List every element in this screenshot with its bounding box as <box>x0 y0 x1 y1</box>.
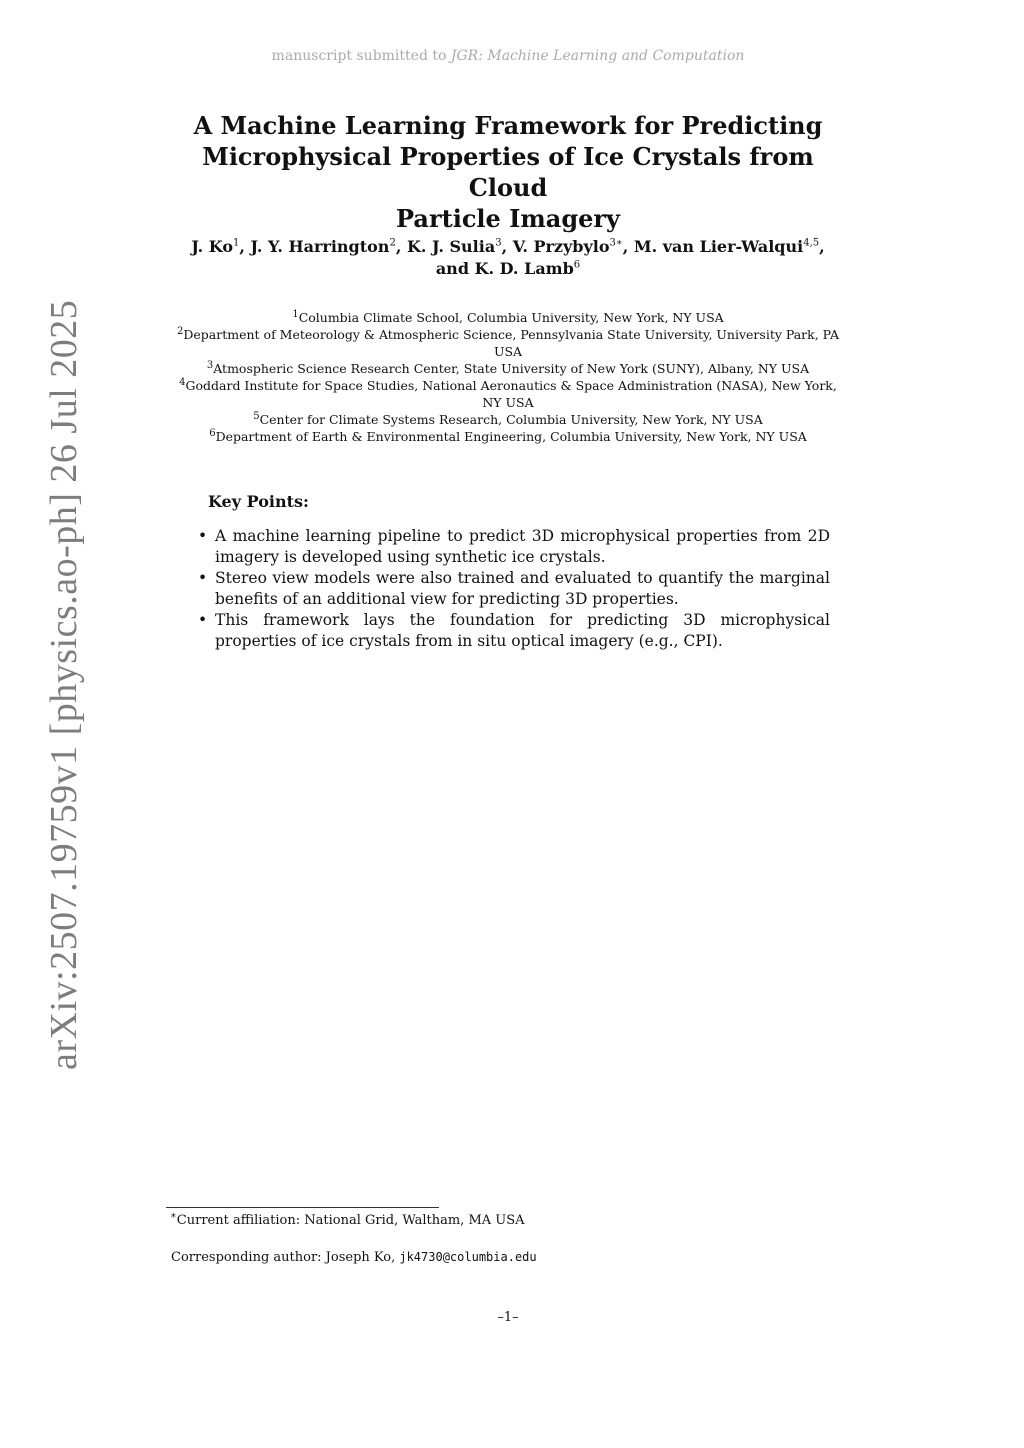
affiliation-mark: 1 <box>292 308 299 320</box>
affiliation-mark: 6 <box>209 427 216 439</box>
author-separator: , <box>819 237 825 256</box>
author-name: and K. D. Lamb <box>435 259 574 278</box>
page-number: –1– <box>497 1310 519 1325</box>
affiliation <box>160 343 856 360</box>
affiliation-text: Columbia Climate School, Columbia University, New York, NY USA <box>298 310 724 325</box>
affiliation-text: Center for Climate Systems Research, Columbia University, New York, NY USA <box>259 412 763 427</box>
affiliation-text: NY USA <box>482 395 534 410</box>
key-points-list <box>198 526 830 652</box>
bullet-icon: • <box>198 569 208 587</box>
corresponding-email-link[interactable]: jk4730@columbia.edu <box>399 1250 537 1264</box>
author-affil-mark: 3∗ <box>609 237 623 249</box>
author-name: V. Przybylo <box>512 237 610 256</box>
affiliation <box>160 326 856 343</box>
affiliation-text: Goddard Institute for Space Studies, National Aeronautics & Space Administration (NASA), New York, <box>185 378 837 393</box>
corresponding-author <box>171 1249 537 1266</box>
affiliation-text: Department of Meteorology & Atmospheric Science, Pennsylvania State University, University Park, PA <box>183 327 839 342</box>
footnote-mark: ∗ <box>170 1210 177 1222</box>
affiliation <box>160 394 856 411</box>
journal-name: JGR: Machine Learning and Computation <box>450 48 745 64</box>
author-affil-mark: 2 <box>389 237 396 249</box>
key-point-item <box>198 610 830 652</box>
affiliation-text: USA <box>493 344 523 359</box>
manuscript-header <box>0 48 1016 64</box>
footnote <box>170 1212 525 1229</box>
bullet-icon: • <box>198 527 208 545</box>
bullet-icon: • <box>198 611 208 629</box>
key-point-item <box>198 526 830 568</box>
key-point-item <box>198 568 830 610</box>
title-line: A Machine Learning Framework for Predicting <box>193 111 823 140</box>
author-separator: , <box>239 237 251 256</box>
affiliation-mark: 3 <box>206 359 214 371</box>
footnote-text: Current affiliation: National Grid, Waltham, MA USA <box>176 1213 525 1228</box>
author-separator: , <box>622 237 634 256</box>
arxiv-identifier: arXiv:2507.19759v1 [physics.ao-ph] 26 Jul 2025 <box>43 299 85 1070</box>
footnote-divider <box>166 1207 439 1208</box>
author-list <box>160 236 856 280</box>
affiliation-list <box>160 309 856 445</box>
affiliation-text: Atmospheric Science Research Center, State University of New York (SUNY), Albany, NY USA <box>213 361 810 376</box>
corresponding-label: Corresponding author: Joseph Ko, <box>171 1250 400 1265</box>
author-affil-mark: 6 <box>573 259 581 271</box>
author-separator: , <box>501 237 513 256</box>
author-affil-mark: 4,5 <box>803 237 820 249</box>
title-line: Particle Imagery <box>396 204 620 233</box>
key-points-heading: Key Points: <box>208 492 309 511</box>
title-line: Microphysical Properties of Ice Crystals from Cloud <box>202 142 814 202</box>
affiliation <box>160 411 856 428</box>
author-affil-mark: 1 <box>233 237 240 249</box>
key-point-text: Stereo view models were also trained and evaluated to quantify the marginal benefits of an additional view for predicting 3D properties. <box>215 569 830 608</box>
author-name: K. J. Sulia <box>406 237 496 256</box>
author-separator: , <box>395 237 407 256</box>
affiliation <box>160 309 856 326</box>
affiliation-text: Department of Earth & Environmental Engineering, Columbia University, New York, NY USA <box>215 429 807 444</box>
author-name: J. Ko <box>191 237 234 256</box>
paper-title <box>160 110 856 234</box>
affiliation-mark: 4 <box>179 376 186 388</box>
key-point-text: This framework lays the foundation for predicting 3D microphysical properties of ice crystals from in situ optical imagery (e.g., CPI). <box>215 611 830 650</box>
key-point-text: A machine learning pipeline to predict 3D microphysical properties from 2D imagery is developed using synthetic ice crystals. <box>215 527 830 566</box>
author-affil-mark: 3 <box>495 237 502 249</box>
header-prefix: manuscript submitted to <box>271 48 451 64</box>
affiliation <box>160 377 856 394</box>
affiliation-mark: 2 <box>177 325 184 337</box>
affiliation-mark: 5 <box>253 410 260 422</box>
affiliation <box>160 428 856 445</box>
author-name: M. van Lier-Walqui <box>633 237 804 256</box>
affiliation <box>160 360 856 377</box>
author-name: J. Y. Harrington <box>250 237 390 256</box>
